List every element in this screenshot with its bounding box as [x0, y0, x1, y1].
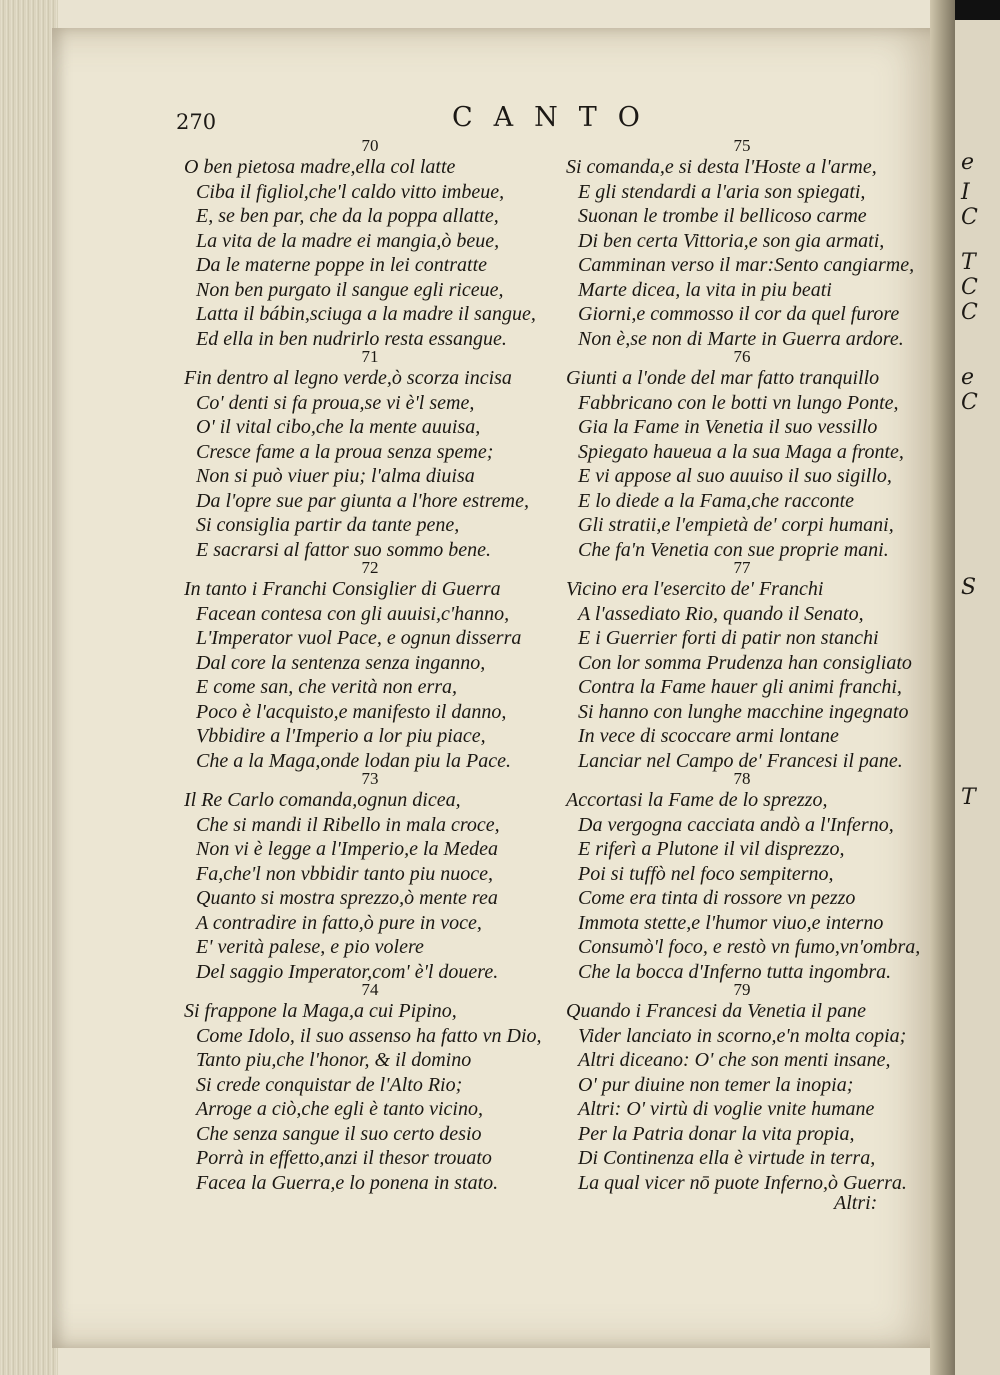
catchword: Altri: — [834, 1192, 878, 1214]
verse-line: O' pur diuine non temer la inopia; — [578, 1073, 854, 1096]
verse-line: Non vi è legge a l'Imperio,e la Medea — [196, 838, 498, 860]
verse-line: Giorni,e commosso il cor da quel furore — [578, 303, 900, 325]
verse-line: Consumò'l foco, e restò vn fumo,vn'ombra, — [578, 936, 921, 958]
stanza-number: 76 — [733, 347, 751, 366]
verse-line: Facea la Guerra,e lo ponena in stato. — [196, 1171, 499, 1194]
verse-line: Altri diceano: O' che son menti insane, — [578, 1049, 891, 1071]
verse-line: Poco è l'acquisto,e manifesto il danno, — [196, 700, 507, 723]
verse-line: E i Guerrier forti di patir non stanchi — [578, 627, 879, 649]
page-edges — [0, 0, 58, 1375]
running-title: CANTO — [452, 102, 661, 133]
verse-line: Come era tinta di rossore vn pezzo — [578, 887, 856, 909]
verse-line: In vece di scoccare armi lontane — [578, 725, 839, 747]
stanza-number: 72 — [361, 558, 379, 577]
verse-line: Cresce fame a la proua senza speme; — [196, 440, 494, 463]
verse-line: Fabbricano con le botti vn lungo Ponte, — [578, 391, 899, 414]
verse-line: Si hanno con lunghe macchine ingegnato — [578, 700, 909, 723]
verse-line: Quanto si mostra sprezzo,ò mente rea — [196, 887, 498, 909]
verse-line: O' il vital cibo,che la mente auuisa, — [196, 416, 481, 438]
verse-line: Come Idolo, il suo assenso ha fatto vn Dio, — [196, 1024, 542, 1047]
verse-line: Che fa'n Venetia con sue proprie mani. — [578, 538, 889, 561]
page-header — [170, 100, 890, 140]
verse-line: E' verità palese, e pio volere — [196, 936, 424, 958]
verse-line: Si crede conquistar de l'Alto Rio; — [196, 1073, 463, 1096]
verse-line: Accortasi la Fame de lo sprezzo, — [566, 789, 828, 811]
facing-page-letter: C — [961, 300, 978, 325]
stanza-number: 79 — [733, 980, 751, 999]
verse-line: Vicino era l'esercito de' Franchi — [566, 578, 824, 600]
verse-line: Che si mandi il Ribello in mala croce, — [196, 813, 500, 836]
verse-line: Giunti a l'onde del mar fatto tranquillo — [566, 367, 880, 389]
verse-line: E gli stendardi a l'aria son spiegati, — [578, 180, 866, 203]
stanza-number: 75 — [733, 136, 751, 155]
facing-page-letter: e — [961, 150, 975, 175]
verse-line: E, se ben par, che da la poppa allatte, — [196, 205, 499, 227]
stanza-number: 77 — [733, 558, 751, 577]
verse-line: La qual vicer nō puote Inferno,ò Guerra. — [578, 1171, 907, 1194]
background-corner — [955, 0, 1000, 20]
verse-line: Immota stette,e l'humor viuo,e interno — [578, 911, 884, 934]
verse-line: Lanciar nel Campo de' Francesi il pane. — [578, 749, 903, 772]
verse-line: Contra la Fame hauer gli animi franchi, — [578, 676, 902, 698]
facing-page-letter: C — [961, 205, 978, 230]
verse-line: Il Re Carlo comanda,ognun dicea, — [184, 789, 461, 811]
verse-line: Dal core la sentenza senza inganno, — [196, 651, 486, 674]
verse-line: Altri: O' virtù di voglie vnite humane — [578, 1098, 875, 1120]
verse-line: Gli stratii,e l'empietà de' corpi humani, — [578, 514, 894, 536]
facing-page-letter: C — [961, 390, 978, 415]
verse-line: Suonan le trombe il bellicoso carme — [578, 205, 867, 227]
verse-line: Facean contesa con gli auuisi,c'hanno, — [196, 602, 510, 625]
verse-line: La vita de la madre ei mangia,ò beue, — [196, 229, 500, 252]
verse-line: Fin dentro al legno verde,ò scorza incisa — [184, 367, 512, 389]
verse-line: E vi appose al suo auuiso il suo sigillo, — [578, 465, 892, 487]
verse-line: Per la Patria donar la vita propia, — [578, 1122, 855, 1145]
facing-page-letter: S — [961, 575, 977, 600]
verse-line: Poi si tuffò nel foco sempiterno, — [578, 862, 834, 885]
verse-line: A contradire in fatto,ò pure in voce, — [196, 911, 482, 934]
verse-line: Marte dicea, la vita in piu beati — [578, 278, 832, 301]
verse-line: Vider lanciato in scorno,e'n molta copia; — [578, 1024, 907, 1047]
facing-page-letter: T — [961, 250, 976, 275]
verse-line: Latta il bábin,sciuga a la madre il sangue, — [196, 303, 536, 325]
verse-line: O ben pietosa madre,ella col latte — [184, 156, 456, 178]
stanza-number: 78 — [733, 769, 751, 788]
verse-line: Spiegato haueua a la sua Maga a fronte, — [578, 440, 904, 463]
stanza-number: 70 — [361, 136, 379, 155]
verse-line: Da le materne poppe in lei contratte — [196, 254, 488, 276]
verse-line: In tanto i Franchi Consiglier di Guerra — [184, 578, 501, 600]
verse-line: E sacrarsi al fattor suo sommo bene. — [196, 538, 491, 561]
verse-line: Con lor somma Prudenza han consigliato — [578, 651, 912, 674]
verse-line: A l'assediato Rio, quando il Senato, — [578, 602, 864, 625]
stanza-number: 73 — [361, 769, 379, 788]
verse-line: Non è,se non di Marte in Guerra ardore. — [578, 327, 904, 350]
verse-line: Quando i Francesi da Venetia il pane — [566, 1000, 866, 1022]
facing-page-letter: I — [961, 180, 970, 205]
stanza-number: 74 — [361, 980, 379, 999]
verse-line: Che senza sangue il suo certo desio — [196, 1122, 482, 1145]
verse-line: Si comanda,e si desta l'Hoste a l'arme, — [566, 156, 877, 178]
verse-line: Non ben purgato il sangue egli riceue, — [196, 278, 504, 301]
verse-line: E lo diede a la Fama,che racconte — [578, 489, 855, 512]
verse-line: Porrà in effetto,anzi il thesor trouato — [196, 1147, 492, 1169]
facing-page-letter: C — [961, 275, 978, 300]
verse-line: Fa,che'l non vbbidir tanto piu nuoce, — [196, 862, 494, 885]
verse-line: Di Continenza ella è virtude in terra, — [578, 1147, 876, 1169]
verse-line: Gia la Fame in Venetia il suo vessillo — [578, 416, 878, 438]
facing-page-edge — [955, 0, 1000, 1375]
verse-line: Non si può viuer piu; l'alma diuisa — [196, 465, 475, 487]
verse-line: Da vergogna cacciata andò a l'Inferno, — [578, 813, 894, 836]
verse-line: E riferì a Plutone il vil disprezzo, — [578, 838, 845, 860]
verse-line: Che a la Maga,onde lodan piu la Pace. — [196, 749, 511, 772]
verse-line: Di ben certa Vittoria,e son gia armati, — [578, 229, 885, 252]
verse-line: Vbbidire a l'Imperio a lor piu piace, — [196, 725, 486, 747]
verse-line: Che la bocca d'Inferno tutta ingombra. — [578, 960, 892, 983]
verse-line: E come san, che verità non erra, — [196, 676, 458, 698]
verse-line: Si consiglia partir da tante pene, — [196, 514, 460, 536]
verse-line: Del saggio Imperator,com' è'l douere. — [196, 960, 499, 983]
verse-line: Si frappone la Maga,a cui Pipino, — [184, 1000, 457, 1022]
verse-line: L'Imperator vuol Pace, e ognun disserra — [196, 627, 522, 649]
verse-line: Tanto piu,che l'honor, & il domino — [196, 1049, 472, 1071]
verse-line: Camminan verso il mar:Sento cangiarme, — [578, 254, 915, 276]
facing-page-letter: e — [961, 365, 975, 390]
facing-page-letter: T — [961, 785, 976, 810]
verse-line: Da l'opre sue par giunta a l'hore estreme, — [196, 489, 529, 512]
page-number: 270 — [176, 110, 217, 134]
stanza-number: 71 — [361, 347, 379, 366]
verse-line: Ciba il figliol,che'l caldo vitto imbeue, — [196, 180, 505, 203]
verse-line: Arroge a ciò,che egli è tanto vicino, — [196, 1098, 483, 1120]
verse-line: Co' denti si fa proua,se vi è'l seme, — [196, 391, 475, 414]
verse-line: Ed ella in ben nudrirlo resta essangue. — [196, 327, 507, 350]
